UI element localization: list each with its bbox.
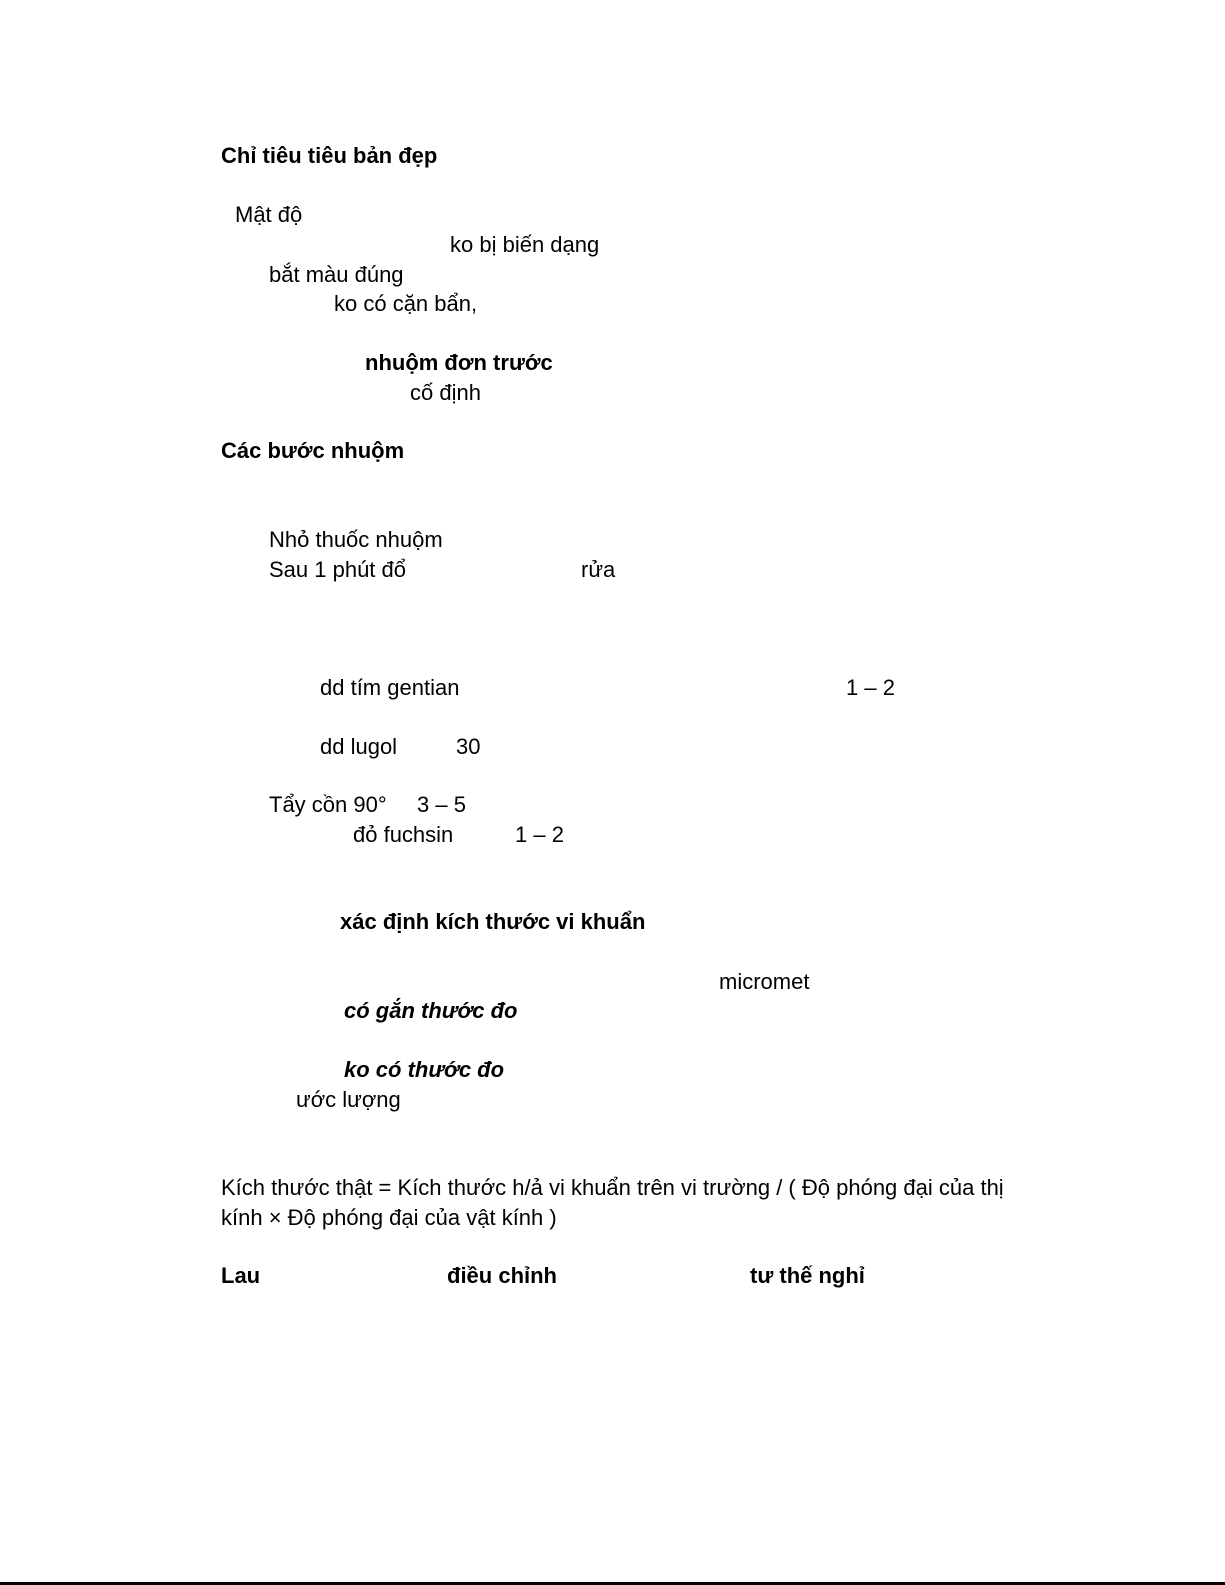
maintenance-clean: Lau [221,1263,261,1288]
measurement-estimate: ước lượng [296,1087,401,1112]
criteria-density: Mật độ [235,202,303,227]
measurement-with-ruler: có gắn thước đo [344,998,518,1023]
measurement-heading: xác định kích thước vi khuẩn [340,909,646,934]
criteria-no-debris: ko có cặn bẩn, [334,291,478,316]
maintenance-adjust: điều chỉnh [447,1263,557,1288]
staining-fuchsin-time: 1 – 2 [515,822,564,847]
measurement-formula-line1: Kích thước thật = Kích thước h/ả vi khuẩn trên vi trường / ( Độ phóng đại của thị [221,1175,1004,1200]
staining-fuchsin: đỏ fuchsin [353,822,454,847]
staining-gentian-time: 1 – 2 [846,675,895,700]
maintenance-rest-position: tư thế nghỉ [750,1263,865,1288]
criteria-simple-stain-first: nhuộm đơn trước [365,350,553,375]
staining-lugol-time: 30 [456,734,481,759]
staining-drop-stain: Nhỏ thuốc nhuộm [269,527,443,552]
measurement-formula-line2: kính × Độ phóng đại của vật kính ) [221,1205,557,1230]
criteria-heading: Chỉ tiêu tiêu bản đẹp [221,143,438,168]
criteria-not-deformed: ko bị biến dạng [450,232,600,257]
staining-decolorize-time: 3 – 5 [417,792,466,817]
staining-heading: Các bước nhuộm [221,438,405,463]
staining-gentian-violet: dd tím gentian [320,675,460,700]
staining-lugol: dd lugol [320,734,398,759]
measurement-without-ruler: ko có thước đo [344,1057,505,1082]
criteria-fixed: cố định [410,380,481,405]
staining-after-one-minute: Sau 1 phút đổ [269,557,407,582]
measurement-unit: micromet [719,969,810,994]
staining-wash: rửa [581,557,616,582]
criteria-correct-color: bắt màu đúng [269,262,404,287]
staining-decolorize: Tẩy cồn 90° [269,792,387,817]
